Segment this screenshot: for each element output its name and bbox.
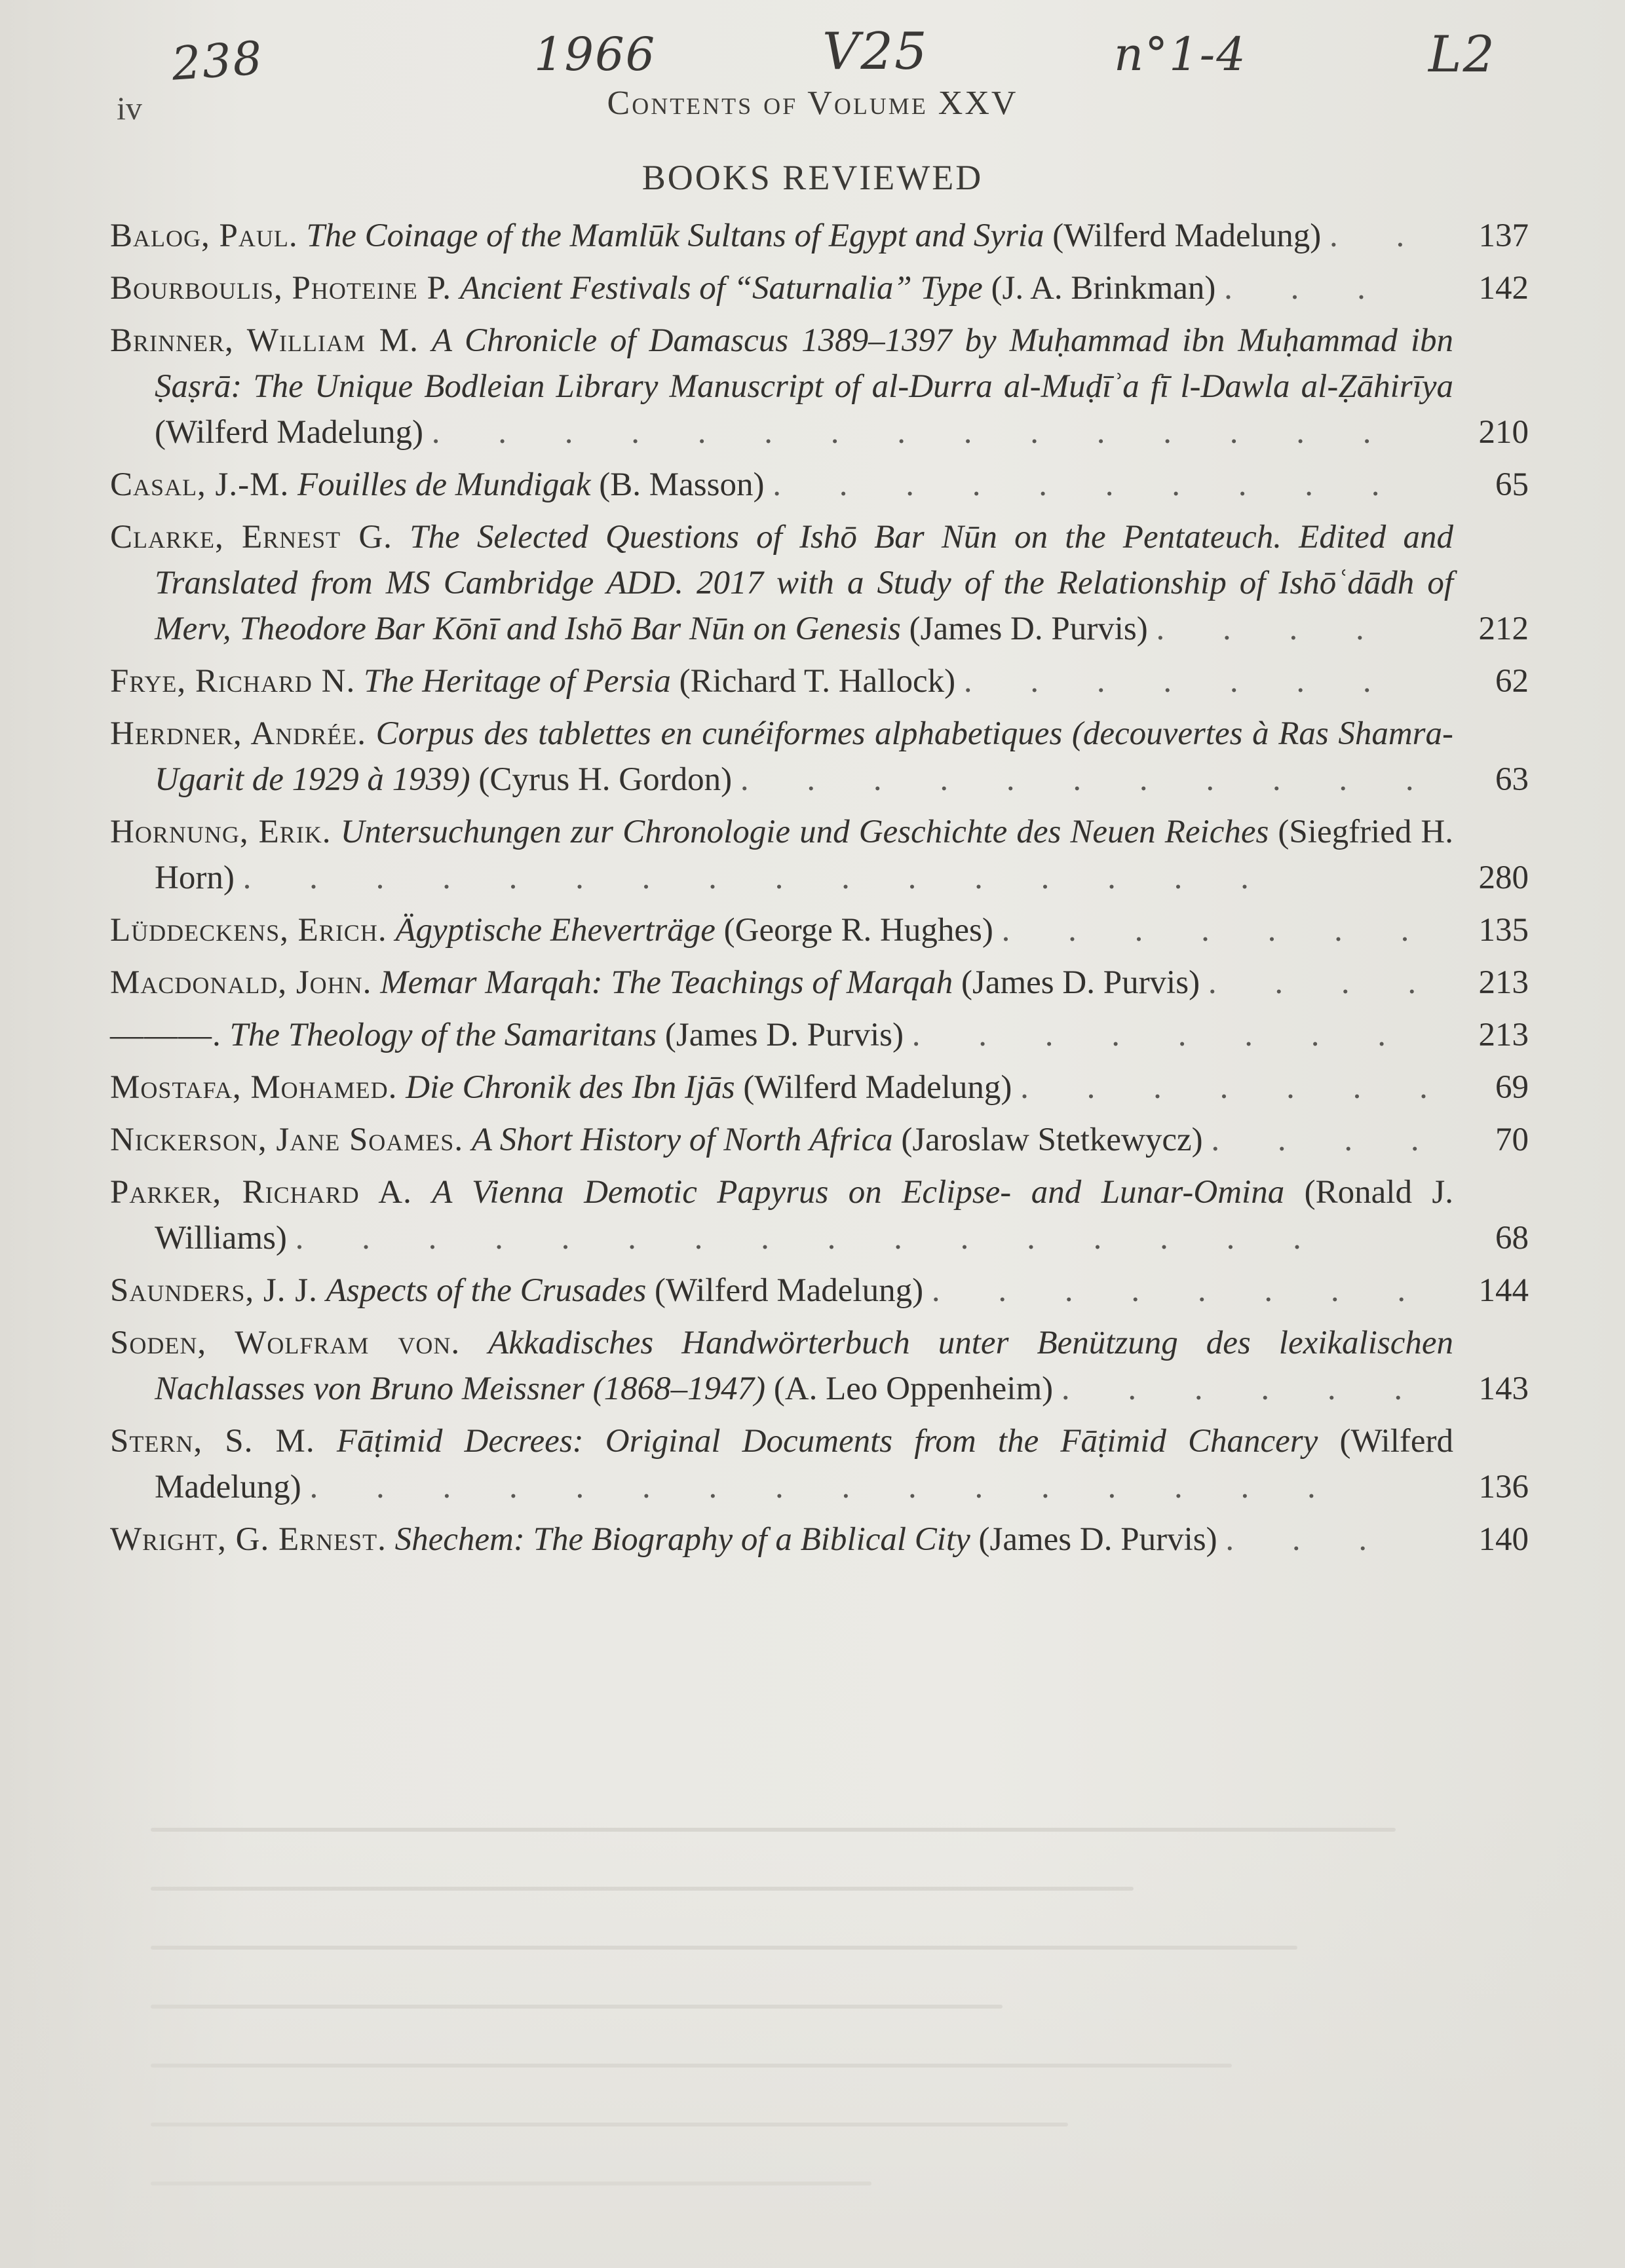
- entry-reviewer: (Wilferd Madelung): [155, 1423, 1453, 1505]
- review-entry: [110, 1320, 1529, 1412]
- entry-reviewer: (Wilferd Madelung): [155, 414, 424, 451]
- entry-author: Lüddeckens, Erich.: [110, 912, 387, 949]
- entry-author: Nickerson, Jane Soames.: [110, 1122, 464, 1158]
- entry-author: Saunders, J. J.: [110, 1272, 318, 1309]
- entry-reviewer: (James D. Purvis): [909, 611, 1148, 647]
- entry-book-title: Ancient Festivals of “Saturnalia” Type: [459, 270, 983, 307]
- handwritten-note-issues: n°1-4: [1114, 28, 1247, 81]
- dot-leader: . . . . . . . . . .: [773, 466, 1405, 503]
- entry-book-title: A Vienna Demotic Papyrus on Eclipse- and Lunar-Omina: [432, 1174, 1285, 1211]
- entry-book-title: The Coinage of the Mamlūk Sultans of Egypt and Syria: [306, 217, 1044, 254]
- dot-leader: . . . . . . . . . . . . . . . .: [242, 860, 1274, 896]
- entry-reviewer: (Siegfried H. Horn): [155, 814, 1454, 896]
- entry-page-number: 140: [1478, 1521, 1529, 1558]
- review-entry: [110, 1169, 1529, 1261]
- entry-page-number: 68: [1495, 1220, 1529, 1257]
- entry-reviewer: (Richard T. Hallock): [679, 663, 956, 700]
- entry-page-number: 280: [1478, 860, 1529, 896]
- entry-page-number: 212: [1478, 611, 1529, 647]
- entry-author: Wright, G. Ernest.: [110, 1521, 387, 1558]
- entry-book-title: Fouilles de Mundigak: [297, 466, 591, 503]
- entry-reviewer: (James D. Purvis): [961, 964, 1200, 1001]
- entry-author: Balog, Paul.: [110, 217, 298, 254]
- dot-leader: . . . . . . .: [1001, 912, 1434, 949]
- entry-reviewer: (A. Leo Oppenheim): [773, 1370, 1054, 1407]
- entry-author: Macdonald, John.: [110, 964, 372, 1001]
- review-entry: [110, 658, 1529, 704]
- entry-book-title: Ägyptische Eheverträge: [395, 912, 716, 949]
- review-entry: [110, 960, 1529, 1006]
- review-entry-text: [110, 658, 1529, 704]
- entry-book-title: Fāṭimid Decrees: Original Documents from the Fāṭimid Chancery: [336, 1423, 1318, 1460]
- entry-book-title: Akkadisches Handwörterbuch unter Benützung des lexikalischen Nachlasses von Bruno Meissner (1868–1947): [155, 1325, 1453, 1407]
- section-title: BOOKS REVIEWED: [641, 158, 984, 197]
- entry-book-title: A Short History of North Africa: [471, 1122, 893, 1158]
- dot-leader: . . .: [1224, 270, 1390, 307]
- entry-book-title: A Chronicle of Damascus 1389–1397 by Muḥammad ibn Muḥammad ibn Ṣaṣrā: The Unique Bodleian Library Manuscript of al-Durra al-Muḍīʾa fī l-Dawla al-Ẓāhirīya: [155, 322, 1454, 405]
- entry-page-number: 142: [1478, 270, 1529, 307]
- review-entry: [110, 462, 1529, 508]
- entry-author: Stern, S. M.: [110, 1423, 315, 1460]
- folio-number: iv: [117, 90, 142, 126]
- entry-author: Clarke, Ernest G.: [110, 519, 392, 556]
- review-entry-text: [110, 514, 1529, 652]
- handwritten-note-year: 1966: [534, 28, 657, 81]
- entry-reviewer: (B. Masson): [599, 466, 765, 503]
- entry-book-title: Aspects of the Crusades: [326, 1272, 647, 1309]
- dot-leader: . . . . . . . . . . . . . . . .: [295, 1220, 1326, 1257]
- entry-page-number: 135: [1478, 912, 1529, 949]
- dot-leader: . . . . . . . .: [931, 1272, 1431, 1309]
- entry-page-number: 70: [1495, 1122, 1529, 1158]
- review-entry: [110, 711, 1529, 803]
- dot-leader: . . . . . . . . . . . . . . . .: [309, 1469, 1341, 1505]
- entry-book-title: Die Chronik des Ibn Ijās: [406, 1069, 735, 1106]
- dot-leader: . . . .: [1211, 1122, 1444, 1158]
- entry-page-number: 62: [1495, 663, 1529, 700]
- dot-leader: . . . . . . .: [963, 663, 1396, 700]
- review-entry-text: [110, 1117, 1529, 1163]
- entry-page-number: 137: [1478, 217, 1529, 254]
- entry-page-number: 65: [1495, 466, 1529, 503]
- entry-book-title: The Theology of the Samaritans: [229, 1017, 657, 1053]
- entry-book-title: Shechem: The Biography of a Biblical City: [394, 1521, 970, 1558]
- review-entry: [110, 1117, 1529, 1163]
- review-entry: [110, 514, 1529, 652]
- book-review-list: [110, 213, 1529, 1569]
- review-entry-text: [110, 1418, 1529, 1510]
- review-entry: [110, 265, 1529, 311]
- running-head: Contents of Volume XXV: [607, 85, 1018, 122]
- review-entry-text: [110, 960, 1529, 1006]
- entry-page-number: 213: [1478, 1017, 1529, 1053]
- review-entry-text: [110, 1268, 1529, 1314]
- review-entry-text: [110, 1012, 1529, 1058]
- entry-page-number: 144: [1478, 1272, 1529, 1309]
- entry-reviewer: (Cyrus H. Gordon): [478, 761, 733, 798]
- entry-book-title: Corpus des tablettes en cunéiformes alphabetiques (decouvertes à Ras Shamra-Ugarit de 1929 à 1939): [155, 715, 1454, 798]
- entry-reviewer: (Jaroslaw Stetkewycz): [901, 1122, 1203, 1158]
- entry-reviewer: (James D. Purvis): [978, 1521, 1217, 1558]
- entry-author: Hornung, Erik.: [110, 814, 332, 850]
- review-entry-text: [110, 1517, 1529, 1562]
- review-entry-text: [110, 1065, 1529, 1110]
- review-entry: [110, 907, 1529, 953]
- review-entry: [110, 1418, 1529, 1510]
- entry-book-title: The Heritage of Persia: [363, 663, 671, 700]
- entry-author: Brinner, William M.: [110, 322, 419, 359]
- entry-author: Parker, Richard A.: [110, 1174, 412, 1211]
- review-entry: [110, 1268, 1529, 1314]
- entry-author: ———.: [110, 1017, 221, 1053]
- entry-author: Bourboulis, Photeine P.: [110, 270, 452, 307]
- dot-leader: . . . . . . . .: [911, 1017, 1411, 1053]
- dot-leader: . . . . . . . . . . . . . . .: [431, 414, 1396, 451]
- dot-leader: . . . . . . . . . . .: [740, 761, 1439, 798]
- review-entry: [110, 213, 1529, 259]
- entry-book-title: Memar Marqah: The Teachings of Marqah: [380, 964, 953, 1001]
- review-entry: [110, 318, 1529, 455]
- entry-author: Soden, Wolfram von.: [110, 1325, 461, 1361]
- entry-reviewer: (Wilferd Madelung): [743, 1069, 1012, 1106]
- entry-reviewer: (George R. Hughes): [723, 912, 993, 949]
- review-entry-text: [110, 711, 1529, 803]
- entry-page-number: 213: [1478, 964, 1529, 1001]
- dot-leader: . . . . . .: [1061, 1370, 1428, 1407]
- entry-page-number: 136: [1478, 1469, 1529, 1505]
- review-entry-text: [110, 809, 1529, 901]
- entry-reviewer: (Wilferd Madelung): [1052, 217, 1322, 254]
- entry-book-title: Untersuchungen zur Chronologie und Geschichte des Neuen Reiches: [340, 814, 1269, 850]
- entry-page-number: 143: [1478, 1370, 1529, 1407]
- review-entry-text: [110, 318, 1529, 455]
- handwritten-note-volume: V25: [822, 22, 928, 81]
- review-entry-text: [110, 265, 1529, 311]
- entry-reviewer: (J. A. Brinkman): [991, 270, 1216, 307]
- review-entry: [110, 1517, 1529, 1562]
- review-entry-text: [110, 1169, 1529, 1261]
- entry-author: Herdner, Andrée.: [110, 715, 366, 752]
- review-entry: [110, 809, 1529, 901]
- entry-page-number: 63: [1495, 761, 1529, 798]
- dot-leader: . . . . . . .: [1020, 1069, 1453, 1106]
- dot-leader: . . . .: [1208, 964, 1442, 1001]
- entry-reviewer: (Ronald J. Williams): [155, 1174, 1454, 1257]
- entry-author: Frye, Richard N.: [110, 663, 356, 700]
- dot-leader: . . .: [1225, 1521, 1392, 1558]
- review-entry-text: [110, 213, 1529, 259]
- review-entry: [110, 1012, 1529, 1058]
- review-entry-text: [110, 907, 1529, 953]
- entry-author: Casal, J.-M.: [110, 466, 290, 503]
- dot-leader: . . . .: [1156, 611, 1389, 647]
- entry-reviewer: (Wilferd Madelung): [655, 1272, 924, 1309]
- review-entry-text: [110, 1320, 1529, 1412]
- entry-page-number: 69: [1495, 1069, 1529, 1106]
- handwritten-note-number: 238: [170, 31, 265, 91]
- entry-author: Mostafa, Mohamed.: [110, 1069, 398, 1106]
- entry-page-number: 210: [1478, 414, 1529, 451]
- entry-book-title: The Selected Questions of Ishō Bar Nūn on the Pentateuch. Edited and Translated from MS Cambridge ADD. 2017 with a Study of the Relationship of Ishōʿdādh of Merv, Theodore Bar Kōnī and Ishō Bar Nūn on Genesis: [155, 519, 1454, 647]
- review-entry-text: [110, 462, 1529, 508]
- page-shadow: [0, 1809, 1625, 2268]
- dot-leader: . .: [1329, 217, 1430, 254]
- entry-reviewer: (James D. Purvis): [664, 1017, 904, 1053]
- review-entry: [110, 1065, 1529, 1110]
- handwritten-note-shelf: L2: [1428, 25, 1496, 83]
